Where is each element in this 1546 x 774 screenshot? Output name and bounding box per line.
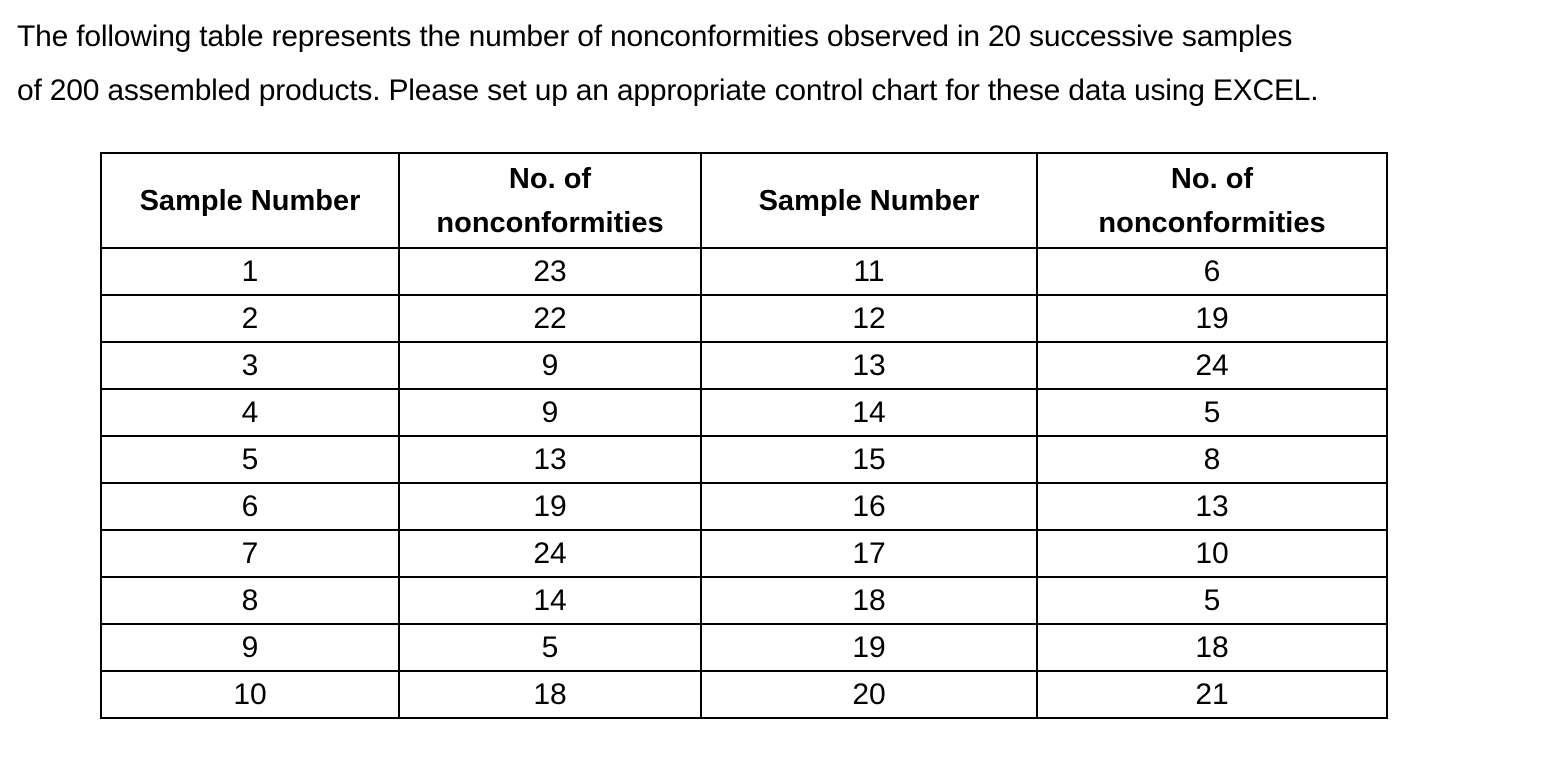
table-cell: 13 bbox=[701, 342, 1037, 389]
table-cell: 15 bbox=[701, 436, 1037, 483]
table-cell: 5 bbox=[101, 436, 399, 483]
table-cell: 17 bbox=[701, 530, 1037, 577]
table-cell: 7 bbox=[101, 530, 399, 577]
table-row bbox=[101, 530, 1387, 577]
table-cell: 19 bbox=[701, 624, 1037, 671]
table-cell: 10 bbox=[101, 671, 399, 718]
table-cell: 18 bbox=[701, 577, 1037, 624]
table-row bbox=[101, 624, 1387, 671]
table-row bbox=[101, 248, 1387, 295]
table-cell: 23 bbox=[399, 248, 701, 295]
table-cell: 1 bbox=[101, 248, 399, 295]
table-cell: 11 bbox=[701, 248, 1037, 295]
table-row bbox=[101, 671, 1387, 718]
table-cell: 13 bbox=[1037, 483, 1387, 530]
table-cell: 18 bbox=[1037, 624, 1387, 671]
table-row bbox=[101, 342, 1387, 389]
table-cell: 19 bbox=[1037, 295, 1387, 342]
table-cell: 21 bbox=[1037, 671, 1387, 718]
table-cell: 4 bbox=[101, 389, 399, 436]
table-cell: 5 bbox=[399, 624, 701, 671]
table-cell: 19 bbox=[399, 483, 701, 530]
table-cell: 24 bbox=[399, 530, 701, 577]
table-row bbox=[101, 295, 1387, 342]
header-nonconformities-1-line-1: No. of bbox=[508, 162, 592, 195]
problem-statement bbox=[17, 10, 1537, 118]
table-cell: 8 bbox=[101, 577, 399, 624]
problem-statement-line-2: of 200 assembled products. Please set up an appropriate control chart for these data using EXCEL. bbox=[17, 74, 1319, 107]
table-header-row bbox=[101, 153, 1387, 248]
table-cell: 24 bbox=[1037, 342, 1387, 389]
table-cell: 6 bbox=[1037, 248, 1387, 295]
table-row bbox=[101, 577, 1387, 624]
table-cell: 6 bbox=[101, 483, 399, 530]
table-cell: 9 bbox=[399, 389, 701, 436]
header-nonconformities-2 bbox=[1037, 153, 1387, 248]
table-row bbox=[101, 436, 1387, 483]
table-row bbox=[101, 483, 1387, 530]
header-nonconformities-1-line-2: nonconformities bbox=[436, 206, 664, 239]
table-cell: 14 bbox=[399, 577, 701, 624]
nonconformities-table bbox=[100, 152, 1388, 719]
header-nonconformities-2-line-1: No. of bbox=[1170, 162, 1254, 195]
table-row bbox=[101, 389, 1387, 436]
table-cell: 13 bbox=[399, 436, 701, 483]
table-cell: 8 bbox=[1037, 436, 1387, 483]
table-cell: 12 bbox=[701, 295, 1037, 342]
header-sample-number-1: Sample Number bbox=[101, 153, 399, 248]
problem-statement-line-1: The following table represents the number of nonconformities observed in 20 successive samples bbox=[17, 20, 1293, 53]
table-cell: 5 bbox=[1037, 389, 1387, 436]
table-cell: 20 bbox=[701, 671, 1037, 718]
table-cell: 22 bbox=[399, 295, 701, 342]
table-cell: 18 bbox=[399, 671, 701, 718]
table-cell: 9 bbox=[101, 624, 399, 671]
table-cell: 16 bbox=[701, 483, 1037, 530]
header-nonconformities-2-line-2: nonconformities bbox=[1098, 206, 1326, 239]
header-sample-number-2: Sample Number bbox=[701, 153, 1037, 248]
table-cell: 9 bbox=[399, 342, 701, 389]
header-nonconformities-1 bbox=[399, 153, 701, 248]
table-cell: 14 bbox=[701, 389, 1037, 436]
table-cell: 3 bbox=[101, 342, 399, 389]
table-cell: 10 bbox=[1037, 530, 1387, 577]
table-cell: 5 bbox=[1037, 577, 1387, 624]
table-cell: 2 bbox=[101, 295, 399, 342]
